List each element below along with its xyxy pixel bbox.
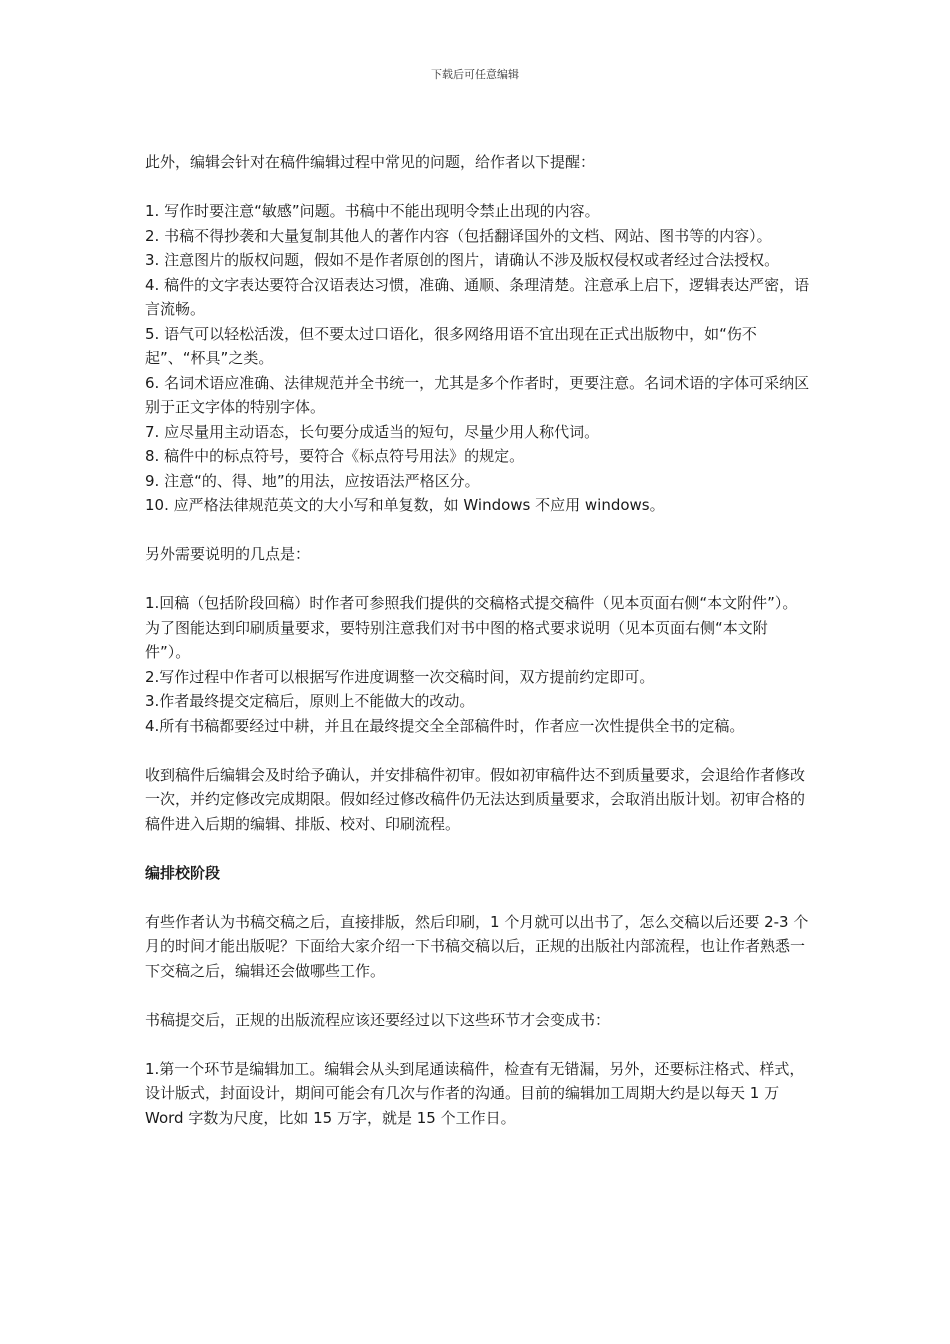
section-heading: 编排校阶段 <box>145 863 221 882</box>
list-item: 9. 注意“的、得、地”的用法，应按语法严格区分。 <box>145 471 480 490</box>
document-body <box>145 150 810 1130</box>
list-item: 2.写作过程中作者可以根据写作进度调整一次交稿时间，双方提前约定即可。 <box>145 667 655 686</box>
list-item: 1.回稿（包括阶段回稿）时作者可参照我们提供的交稿格式提交稿件（见本页面右侧“本文附件”）。 <box>145 594 798 612</box>
list-item: 5. 语气可以轻松活泼，但不要太过口语化，很多网络用语不宜出现在正式出版物中，如“伤不起”、“杯具”之类。 <box>145 324 757 367</box>
list-item: 4. 稿件的文字表达要符合汉语表达习惯，准确、通顺、条理清楚。注意承上启下，逻辑表达严密，语言流畅。 <box>145 275 810 318</box>
list-item: 10. 应严格法律规范英文的大小写和单复数，如 Windows 不应用 windows。 <box>145 496 665 514</box>
list-item: 为了图能达到印刷质量要求，要特别注意我们对书中图的格式要求说明（见本页面右侧“本文附件”）。 <box>145 618 768 661</box>
intro-paragraph: 此外，编辑会针对在稿件编辑过程中常见的问题，给作者以下提醒： <box>145 153 596 171</box>
list-item: 6. 名词术语应准确、法律规范并全书统一，尤其是多个作者时，更要注意。名词术语的字体可采纳区别于正文字体的特别字体。 <box>145 373 810 416</box>
notes-list <box>145 591 810 738</box>
process-step-1: 1.第一个环节是编辑加工。编辑会从头到尾通读稿件，检查有无错漏，另外，还要标注格式、样式，设计版式，封面设计，期间可能会有几次与作者的沟通。目前的编辑加工周期大约是以每天 1 万 Word 字数为尺度，比如 15 万字，就是 15 个工作日。 <box>145 1059 805 1127</box>
section-paragraph: 有些作者认为书稿交稿之后，直接排版，然后印刷，1 个月就可以出书了，怎么交稿以后还要 2-3 个月的时间才能出版呢？下面给大家介绍一下书稿交稿以后，正规的出版社内部流程，也让作者熟悉一下交稿之后，编辑还会做哪些工作。 <box>145 912 809 980</box>
list-item: 3. 注意图片的版权问题，假如不是作者原创的图片，请确认不涉及版权侵权或者经过合法授权。 <box>145 251 780 269</box>
list-item: 4.所有书稿都要经过中耕，并且在最终提交全全部稿件时，作者应一次性提供全书的定稿。 <box>145 716 745 735</box>
confirm-paragraph: 收到稿件后编辑会及时给予确认，并安排稿件初审。假如初审稿件达不到质量要求，会退给作者修改一次，并约定修改完成期限。假如经过修改稿件仍无法达到质量要求，会取消出版计划。初审合格的稿件进入后期的编辑、排版、校对、印刷流程。 <box>145 765 806 833</box>
list-item: 3.作者最终提交定稿后，原则上不能做大的改动。 <box>145 692 475 710</box>
page-header: 下载后可任意编辑 <box>431 68 519 81</box>
tips-list <box>145 199 810 518</box>
notes-intro: 另外需要说明的几点是： <box>145 545 311 563</box>
list-item: 8. 稿件中的标点符号，要符合《标点符号用法》的规定。 <box>145 447 525 465</box>
process-intro: 书稿提交后，正规的出版流程应该还要经过以下这些环节才会变成书： <box>145 1010 611 1029</box>
list-item: 1. 写作时要注意“敏感”问题。书稿中不能出现明令禁止出现的内容。 <box>145 202 600 220</box>
list-item: 7. 应尽量用主动语态，长句要分成适当的短句，尽量少用人称代词。 <box>145 422 600 441</box>
list-item: 2. 书稿不得抄袭和大量复制其他人的著作内容（包括翻译国外的文档、网站、图书等的内容）。 <box>145 226 772 245</box>
